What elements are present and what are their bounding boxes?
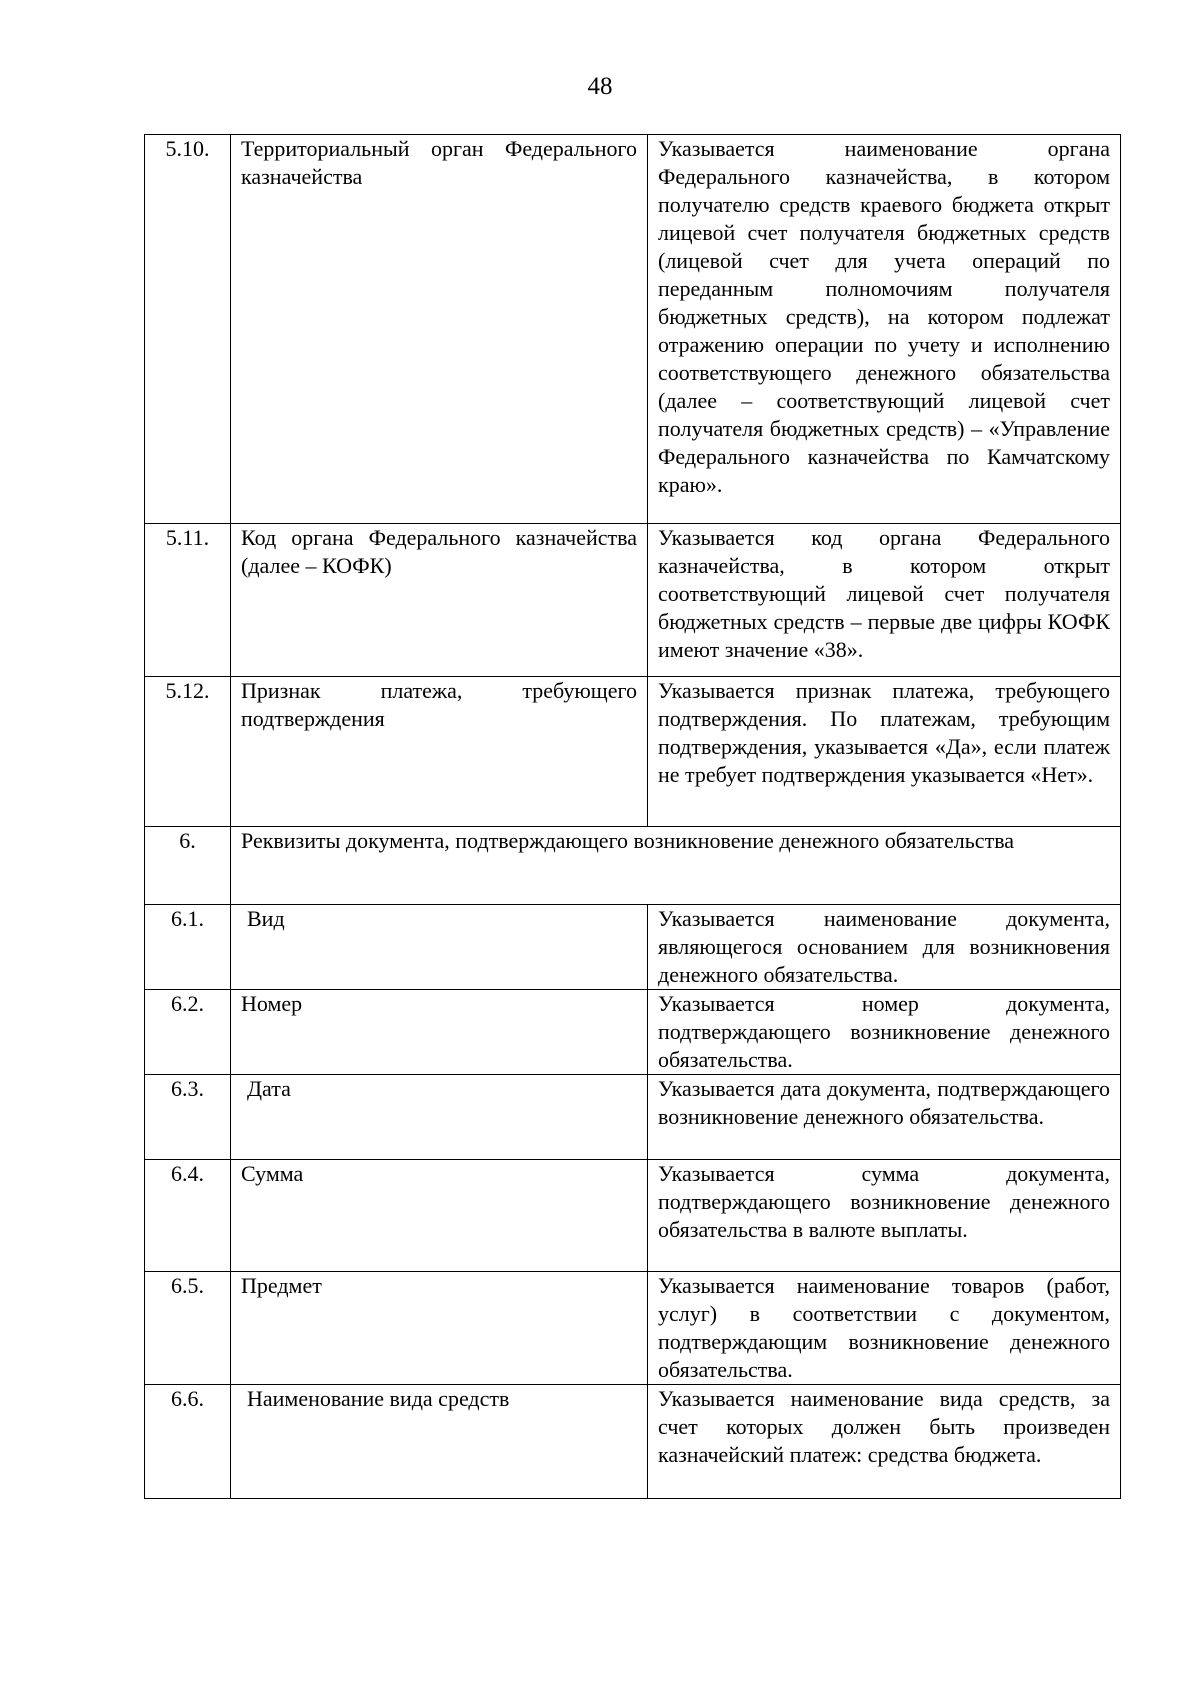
field-description: Указывается сумма документа, подтверждающего возникновение денежного обязательства в валюте выплаты. <box>648 1160 1121 1272</box>
field-name: Сумма <box>231 1160 648 1272</box>
table-row <box>145 677 1121 827</box>
field-name-text: Наименование вида средств <box>247 1386 510 1411</box>
table-row <box>145 1385 1121 1499</box>
section-title: Реквизиты документа, подтверждающего возникновение денежного обязательства <box>231 827 1121 905</box>
field-name: Предмет <box>231 1272 648 1385</box>
table-row <box>145 990 1121 1075</box>
field-name <box>231 1075 648 1160</box>
row-number: 5.12. <box>145 677 231 827</box>
field-description: Указывается наименование вида средств, за счет которых должен быть произведен казначейский платеж: средства бюджета. <box>648 1385 1121 1499</box>
table-row <box>145 1075 1121 1160</box>
row-number: 5.11. <box>145 524 231 677</box>
field-description: Указывается наименование документа, являющегося основанием для возникновения денежного обязательства. <box>648 905 1121 990</box>
requisites-table <box>144 134 1121 1499</box>
table-row <box>145 524 1121 677</box>
section-number: 6. <box>145 827 231 905</box>
field-name <box>231 905 648 990</box>
row-number: 5.10. <box>145 135 231 524</box>
field-description: Указывается признак платежа, требующего подтверждения. По платежам, требующим подтверждения, указывается «Да», если платеж не требует подтверждения указывается «Нет». <box>648 677 1121 827</box>
row-number: 6.1. <box>145 905 231 990</box>
field-description: Указывается номер документа, подтверждающего возникновение денежного обязательства. <box>648 990 1121 1075</box>
row-number: 6.5. <box>145 1272 231 1385</box>
table-row <box>145 905 1121 990</box>
field-name <box>231 1385 648 1499</box>
field-name: Номер <box>231 990 648 1075</box>
row-number: 6.3. <box>145 1075 231 1160</box>
field-description: Указывается наименование органа Федерального казначейства, в котором получателю средств краевого бюджета открыт лицевой счет получателя бюджетных средств (лицевой счет для учета операций по переданным полномочиям получателя бюджетных средств), на котором подлежат отражению операции по учету и исполнению соответствующего денежного обязательства (далее – соответствующий лицевой счет получателя бюджетных средств) – «Управление Федерального казначейства по Камчатскому краю». <box>648 135 1121 524</box>
table-row <box>145 1272 1121 1385</box>
field-name: Код органа Федерального казначейства (далее – КОФК) <box>231 524 648 677</box>
table-row <box>145 1160 1121 1272</box>
page-number: 48 <box>587 73 613 100</box>
row-number: 6.4. <box>145 1160 231 1272</box>
field-name-text: Вид <box>247 906 285 931</box>
field-description: Указывается наименование товаров (работ, услуг) в соответствии с документом, подтверждающим возникновение денежного обязательства. <box>648 1272 1121 1385</box>
field-name: Территориальный орган Федерального казначейства <box>231 135 648 524</box>
table-row <box>145 135 1121 524</box>
field-description: Указывается дата документа, подтверждающего возникновение денежного обязательства. <box>648 1075 1121 1160</box>
section-row <box>145 827 1121 905</box>
row-number: 6.2. <box>145 990 231 1075</box>
row-number: 6.6. <box>145 1385 231 1499</box>
field-description: Указывается код органа Федерального казначейства, в котором открыт соответствующий лицевой счет получателя бюджетных средств – первые две цифры КОФК имеют значение «38». <box>648 524 1121 677</box>
field-name-text: Дата <box>247 1076 291 1101</box>
field-name: Признак платежа, требующего подтверждения <box>231 677 648 827</box>
